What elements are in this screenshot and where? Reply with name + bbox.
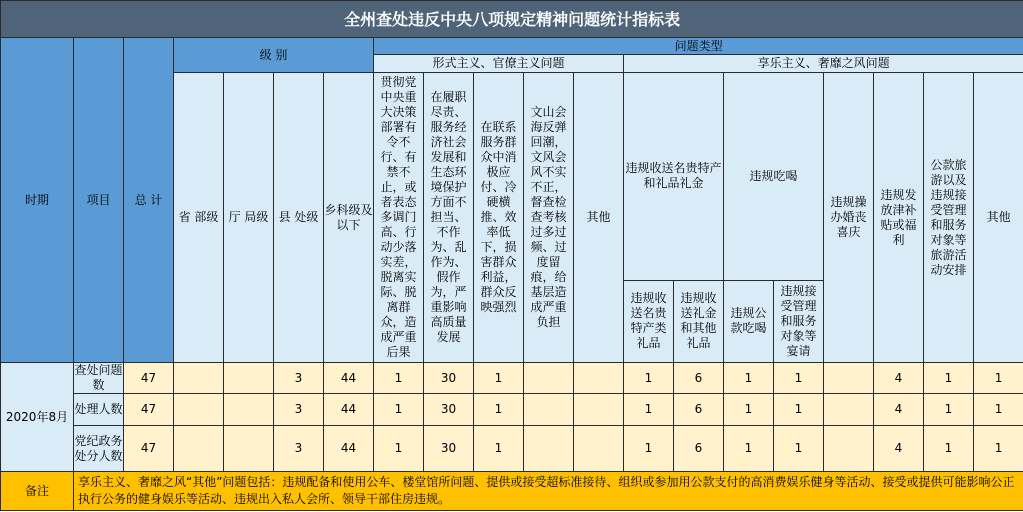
cell: 30 [424,426,474,472]
cell [524,426,574,472]
dining-sub-public: 违规公款吃喝 [724,280,774,362]
cell [824,426,874,472]
cell: 1 [774,426,824,472]
note-label: 备注 [1,472,74,511]
cell [824,394,874,426]
cell: 3 [274,363,324,394]
dining-sub-banquet: 违规接受管理和服务对象等宴请 [774,280,824,362]
row-label: 处理人数 [74,394,124,426]
hedonism-col-other: 其他 [974,73,1023,363]
note-text: 享乐主义、奢靡之风“其他”问题包括：违规配备和使用公车、楼堂馆所问题、提供或接受超标准接待、组织或参加用公款支付的高消费娱乐健身等活动、接受或提供可能影响公正执行公务的健身娱乐等活动、违规出入私人会所、领导干部住房违规。 [74,472,1023,511]
cell: 1 [924,363,974,394]
cell-total: 47 [124,363,174,394]
level-county: 县 处级 [274,73,324,363]
cell: 3 [274,394,324,426]
hedonism-col-subsidy: 违规发放津补贴或福利 [874,73,924,363]
cell [524,394,574,426]
cell: 44 [324,394,374,426]
cell: 1 [474,394,524,426]
hedonism-col-travel: 公款旅游以及违规接受管理和服务对象等旅游活动安排 [924,73,974,363]
formalism-col-4: 文山会海反弹回潮，文风会风不实不正，督查检查考核过多过频、过度留痕，给基层造成严重负担 [524,73,574,363]
cell: 4 [874,394,924,426]
cell: 3 [274,426,324,472]
cell [224,426,274,472]
hedonism-col-wedding: 违规操办婚丧喜庆 [824,73,874,363]
cell: 1 [974,394,1023,426]
cell: 4 [874,426,924,472]
row-label: 党纪政务处分人数 [74,426,124,472]
dining-group-header: 违规吃喝 [724,73,824,281]
cell [524,363,574,394]
level-bureau: 厅 局级 [224,73,274,363]
cell [174,394,224,426]
cell: 30 [424,363,474,394]
cell: 1 [924,426,974,472]
cell [574,426,624,472]
cell [574,394,624,426]
cell [574,363,624,394]
gift-sub-cash: 违规收送礼金和其他礼品 [674,280,724,362]
level-header: 级 别 [174,38,374,73]
problem-type-header: 问题类型 [374,38,1023,55]
formalism-col-other: 其他 [574,73,624,363]
level-township: 乡科级及以下 [324,73,374,363]
cell [174,363,224,394]
period-value: 2020年8月 [1,363,74,472]
cell: 6 [674,363,724,394]
cell: 1 [474,363,524,394]
cell: 1 [774,394,824,426]
cell: 1 [774,363,824,394]
cell [824,363,874,394]
formalism-group-header: 形式主义、官僚主义问题 [374,55,624,73]
cell: 44 [324,426,374,472]
cell: 44 [324,363,374,394]
gift-group-header: 违规收送名贵特产和礼品礼金 [624,73,724,281]
cell-total: 47 [124,426,174,472]
total-header: 总 计 [124,38,174,363]
row-label: 查处问题数 [74,363,123,392]
formalism-col-2: 在履职尽责、服务经济社会发展和生态环境保护方面不担当、不作为、乱作为、假作为，严重影响高质量发展 [424,73,474,363]
cell: 4 [874,363,924,394]
cell [174,426,224,472]
formalism-col-3: 在联系服务群众中消极应付、冷硬横推、效率低下，损害群众利益，群众反映强烈 [474,73,524,363]
cell: 1 [374,394,424,426]
gift-sub-specialty: 违规收送名贵特产类礼品 [624,280,674,362]
cell: 1 [974,363,1023,394]
cell: 6 [674,426,724,472]
cell [224,363,274,394]
cell: 1 [624,363,674,394]
table-title: 全州查处违反中央八项规定精神问题统计指标表 [1,1,1023,38]
cell: 1 [624,394,674,426]
level-provincial: 省 部级 [174,73,224,363]
cell: 1 [724,363,774,394]
cell: 1 [374,363,424,394]
cell-total: 47 [124,394,174,426]
period-header: 时期 [1,38,74,363]
cell: 1 [624,426,674,472]
cell: 1 [974,426,1023,472]
cell: 6 [674,394,724,426]
cell: 1 [724,426,774,472]
hedonism-group-header: 享乐主义、奢靡之风问题 [624,55,1023,73]
formalism-col-1: 贯彻党中央重大决策部署有令不行、有禁不止，或者表态多调门高、行动少落实差，脱离实际、脱离群众，造成严重后果 [374,73,424,363]
cell: 1 [474,426,524,472]
cell: 1 [724,394,774,426]
cell [224,394,274,426]
item-header: 项目 [74,38,124,363]
cell: 30 [424,394,474,426]
cell: 1 [374,426,424,472]
cell: 1 [924,394,974,426]
